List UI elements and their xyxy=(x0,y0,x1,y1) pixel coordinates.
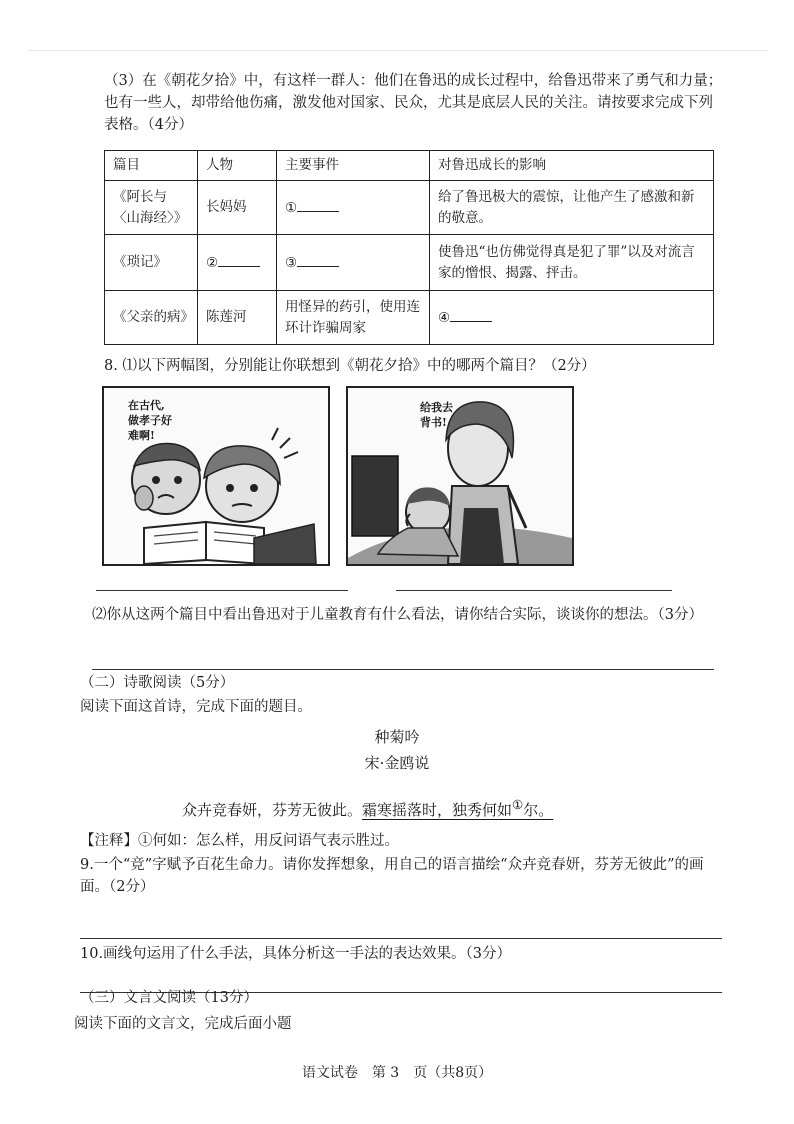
poem-line-b-underlined xyxy=(362,797,554,819)
question-9: 9.一个“竞”字赋予百花生命力。请你发挥想象，用自己的语言描绘“众卉竞春妍，芬芳无彼此”的画面。（2分） xyxy=(80,857,704,895)
table-cell-person: 长妈妈 xyxy=(198,181,277,235)
question-8-part1: 8. ⑴以下两幅图，分别能让你联想到《朝花夕拾》中的哪两个篇目？（2分） xyxy=(104,358,596,374)
table-cell-impact xyxy=(430,291,714,345)
question-3-text: （3）在《朝花夕拾》中，有这样一群人：他们在鲁迅的成长过程中，给鲁迅带来了勇气和力量；也有一些人，却带给他伤痛，激发他对国家、民众，尤其是底层人民的关注。请按要求完成下列表格。（4分） xyxy=(104,73,723,133)
table-cell-impact: 给了鲁迅极大的震惊，让他产生了感激和新的敬意。 xyxy=(430,181,714,235)
table-cell-title: 《琐记》 xyxy=(105,235,198,291)
answer-blank[interactable] xyxy=(450,307,492,322)
section-3-heading: （三）文言文阅读（13分） xyxy=(80,990,258,1006)
answer-blank[interactable] xyxy=(297,197,339,212)
table-header-cell: 主要事件 xyxy=(277,151,430,181)
answer-blank[interactable] xyxy=(297,252,339,267)
table-cell-person: 陈莲河 xyxy=(198,291,277,345)
poem-note: 【注释】①何如：怎么样，用反问语气表示胜过。 xyxy=(80,833,399,849)
answer-line-8-1a[interactable] xyxy=(96,590,348,591)
blank-number: ① xyxy=(285,199,298,216)
comic-right-speech: 给我去 背书! xyxy=(420,401,453,429)
answer-blank[interactable] xyxy=(218,252,260,267)
note-marker: ① xyxy=(512,797,524,812)
answer-line-9[interactable] xyxy=(80,938,722,939)
section-2-intro: 阅读下面这首诗，完成下面的题目。 xyxy=(80,699,312,715)
blank-number: ④ xyxy=(438,309,451,326)
blank-number: ③ xyxy=(285,254,298,271)
answer-line-8-2[interactable] xyxy=(92,669,714,670)
comic-panel-left xyxy=(102,386,330,566)
comic-left-speech: 在古代, 做孝子好 难啊! xyxy=(128,399,172,442)
table-cell-person xyxy=(198,235,277,291)
table-row xyxy=(105,291,714,345)
table-row xyxy=(105,181,714,235)
poem-body xyxy=(182,794,553,821)
question-10: 10.画线句运用了什么手法，具体分析这一手法的表达效果。（3分） xyxy=(80,946,512,962)
section-3-intro: 阅读下面的文言文，完成后面小题 xyxy=(74,1016,292,1032)
comic-right-illustration xyxy=(348,388,572,564)
table-cell-event xyxy=(277,181,430,235)
table-cell-impact: 使鲁迅“也仿佛觉得真是犯了罪”以及对流言家的憎恨、揭露、抨击。 xyxy=(430,235,714,291)
table-cell-event xyxy=(277,235,430,291)
answer-line-8-1b[interactable] xyxy=(396,590,672,591)
page-footer: 语文试卷 第 3 页（共8页） xyxy=(301,1065,493,1081)
table-header-cell: 对鲁迅成长的影响 xyxy=(430,151,714,181)
table-header-cell: 人物 xyxy=(198,151,277,181)
table-cell-title: 《阿长与〈山海经〉》 xyxy=(105,181,198,235)
poem-line-end: 尔。 xyxy=(523,801,554,819)
section-2-heading: （二）诗歌阅读（5分） xyxy=(80,675,235,691)
poem-line-b-text: 霜寒摇落时，独秀何如 xyxy=(362,801,513,819)
literature-table xyxy=(104,150,714,345)
comic-panel-right xyxy=(346,386,574,566)
table-header-cell: 篇目 xyxy=(105,151,198,181)
poem-line-a: 众卉竞春妍，芬芳无彼此。 xyxy=(182,801,363,819)
table-row xyxy=(105,235,714,291)
table-header-row xyxy=(105,151,714,181)
top-divider xyxy=(28,50,768,51)
question-8-part2: ⑵你从这两个篇目中看出鲁迅对于儿童教育有什么看法，请你结合实际，谈谈你的想法。（3分） xyxy=(92,607,703,623)
table-cell-event: 用怪异的药引，使用连环计诈骗周家 xyxy=(277,291,430,345)
poem-title: 种菊吟 xyxy=(374,728,420,746)
blank-number: ② xyxy=(206,254,219,271)
table-cell-title: 《父亲的病》 xyxy=(105,291,198,345)
poem-author: 宋·金鸥说 xyxy=(364,754,430,772)
